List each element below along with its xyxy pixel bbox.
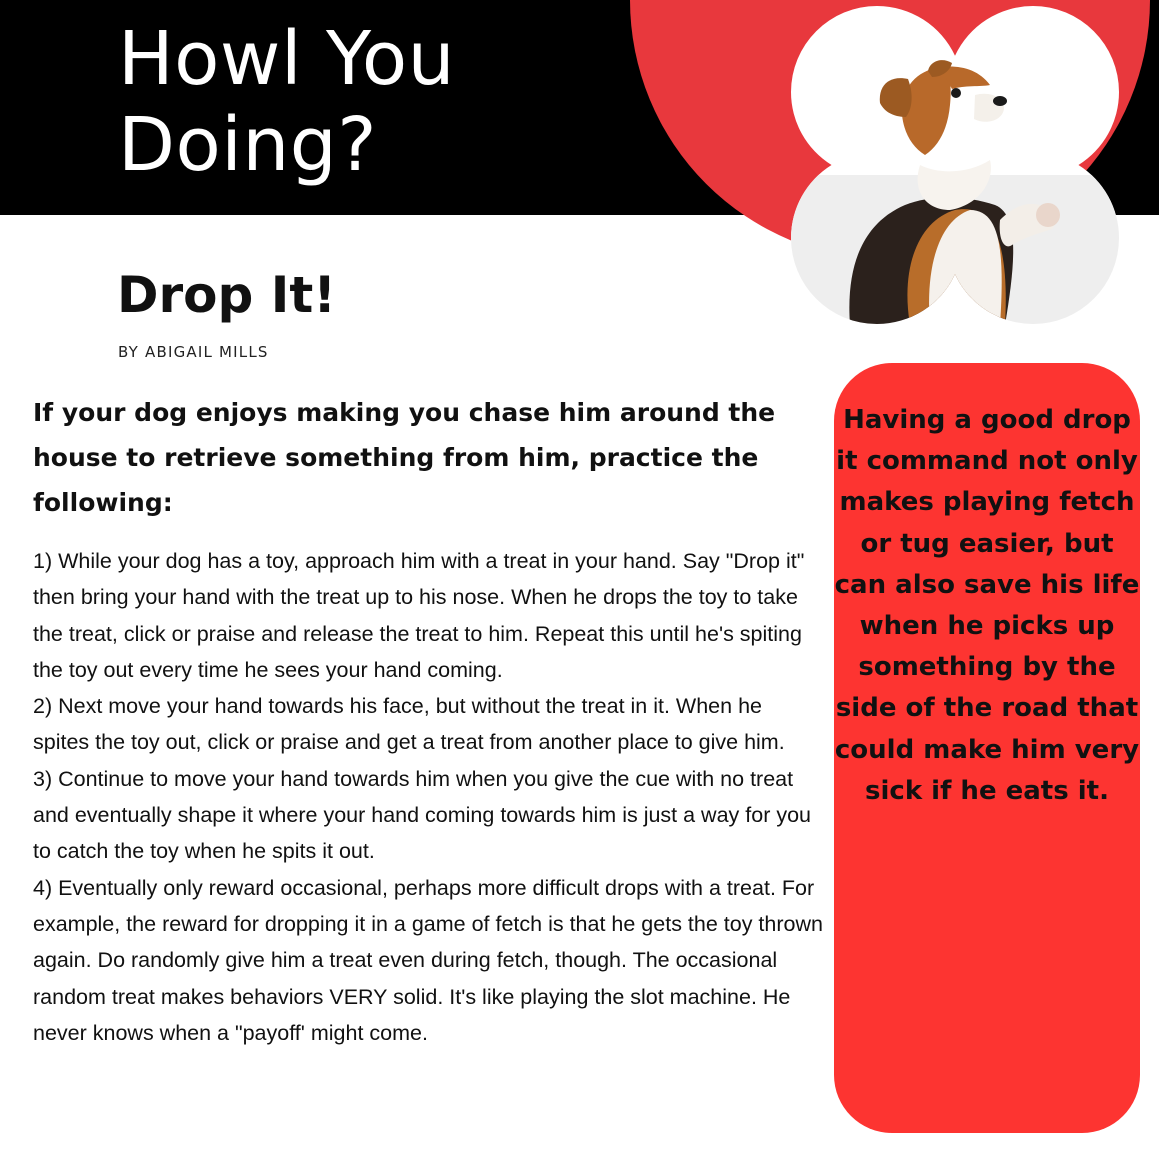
callout-text: Having a good drop it command not only makes playing fetch or tug easier, but can also save his life when he picks up something by the side of the road that could make him very sick if he eats it. [834,405,1140,806]
step-2: 2) Next move your hand towards his face, but without the treat in it. When he spites the toy out, click or praise and get a treat from another place to give him. [33,694,785,755]
step-3: 3) Continue to move your hand towards him when you give the cue with no treat and eventually shape it where your hand coming towards him is just a way for you to catch the toy when he spits it out. [33,766,811,864]
step-4: 4) Eventually only reward occasional, perhaps more difficult drops with a treat. For example, the reward for dropping it in a game of fetch is that he gets the toy thrown again. Do randomly give him a treat even during fetch, though. The occasional random treat makes behaviors VERY solid. It's like playing the slot machine. He never knows when a "payoff' might come. [33,875,823,1045]
page-title: Howl You Doing? [118,16,456,188]
article-title: Drop It! [117,266,337,324]
intro-paragraph: If your dog enjoys making you chase him around the house to retrieve something from him, practice the following: [33,398,776,517]
step-1: 1) While your dog has a toy, approach him with a treat in your hand. Say "Drop it" then bring your hand with the treat up to his nose. When he drops the toy to take the treat, click or praise and release the treat to him. Repeat this until he's spiting the toy out every time he sees your hand coming. [33,549,805,682]
byline: BY ABIGAIL MILLS [118,343,269,361]
callout-box [834,363,1140,1133]
steps-list [33,543,823,1051]
dog-photo [790,5,1120,325]
